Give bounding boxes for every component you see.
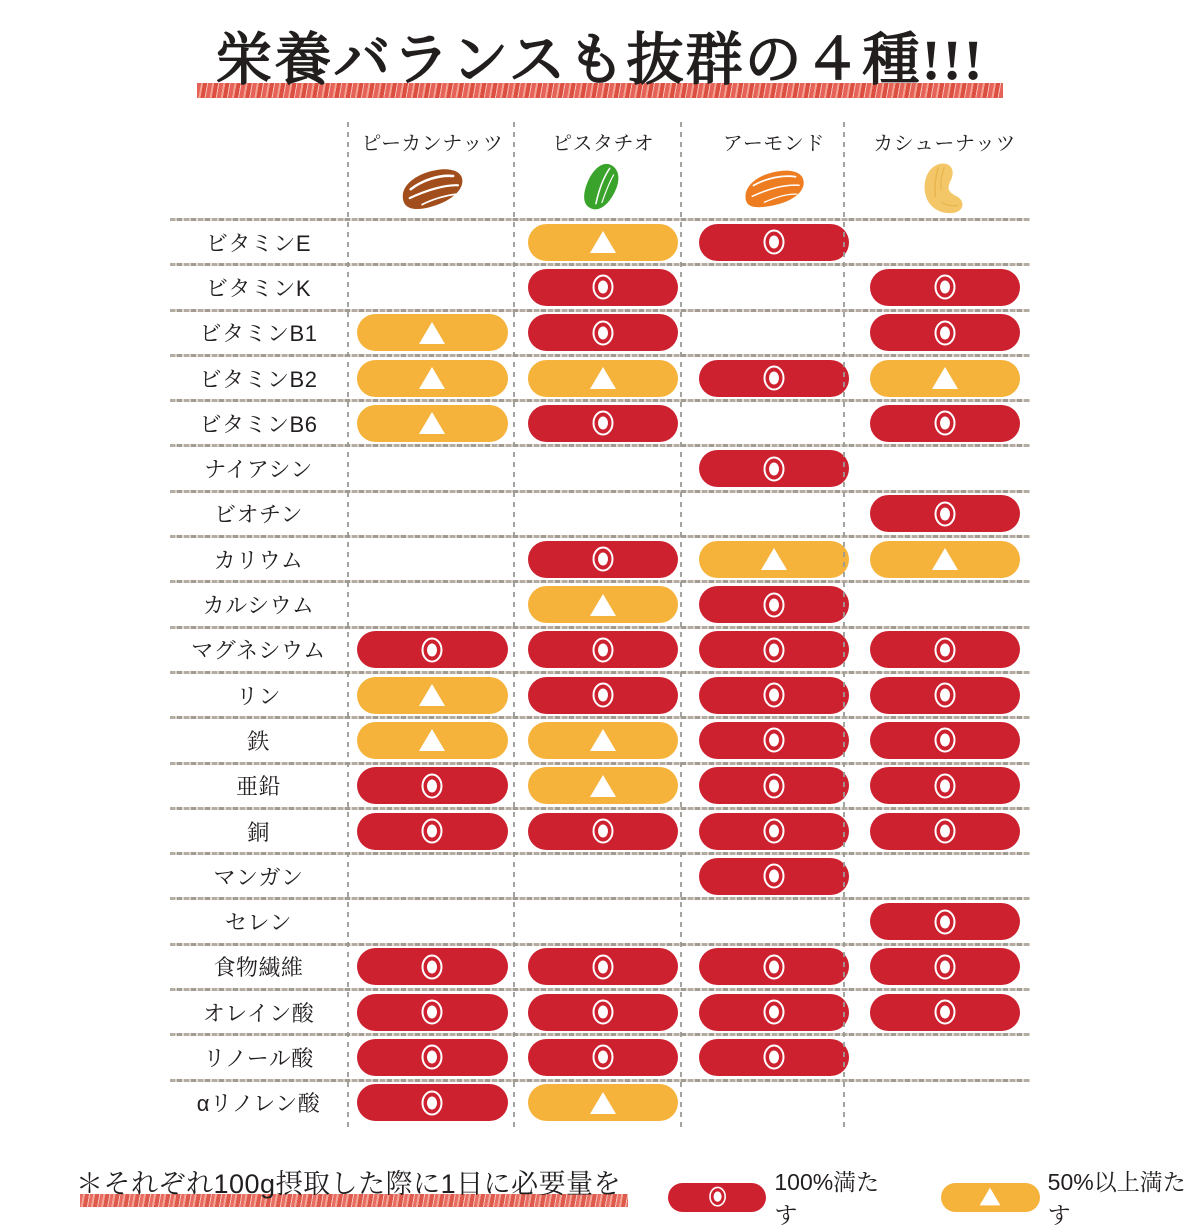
row-separator-line [170,263,1030,266]
table-cell [689,855,860,897]
full-coverage-pill [357,813,507,850]
table-cell [859,447,1030,489]
table-row [170,946,1030,988]
double-circle-icon [415,1086,449,1120]
table-cell [859,312,1030,354]
column-separator-line [347,122,349,1132]
nutrient-label: 銅 [247,819,270,845]
full-coverage-pill [699,450,849,487]
column-header-label: ピスタチオ [552,133,655,155]
nutrient-label: ビタミンE [205,230,312,256]
half-coverage-pill [699,541,849,578]
column-header-label: カシューナッツ [873,133,1016,155]
table-cell [518,266,689,308]
table-cell [518,900,689,942]
table-cell [859,538,1030,580]
half-coverage-pill [357,722,507,759]
table-cell [859,493,1030,535]
column-header-label: ピーカンナッツ [361,133,504,155]
row-separator-line [170,399,1030,402]
table-cell [859,221,1030,263]
half-coverage-pill [870,541,1020,578]
table-cell [689,946,860,988]
double-circle-icon [928,270,962,304]
double-circle-icon [415,769,449,803]
full-coverage-pill [870,722,1020,759]
row-separator-line [170,852,1030,855]
full-coverage-pill [699,858,849,895]
full-coverage-pill [870,767,1020,804]
table-cell [518,312,689,354]
cashew-icon [859,158,1030,224]
table-row [170,583,1030,625]
full-coverage-pill [870,314,1020,351]
row-separator-line [170,218,1030,221]
table-cell [518,357,689,399]
table-cell [859,900,1030,942]
table-cell [859,810,1030,852]
column-separator-line [843,122,845,1132]
triangle-icon [417,366,447,390]
table-cell [347,357,518,399]
triangle-icon [588,774,618,798]
row-separator-line [170,535,1030,538]
table-cell [689,221,860,263]
table-row [170,855,1030,897]
double-circle-icon [415,995,449,1029]
table-cell [347,629,518,671]
table-cell [347,719,518,761]
row-separator-line [170,626,1030,629]
table-cell [859,674,1030,716]
table-cell [347,855,518,897]
full-coverage-pill [870,269,1020,306]
column-separator-line [513,122,515,1132]
table-row [170,447,1030,489]
row-separator-line [170,897,1030,900]
double-circle-icon [928,497,962,531]
double-circle-icon [757,225,791,259]
triangle-icon [588,593,618,617]
full-coverage-pill [699,994,849,1031]
table-cell [347,493,518,535]
row-separator-line [170,943,1030,946]
full-coverage-pill [870,813,1020,850]
table-cell [518,583,689,625]
table-row [170,674,1030,716]
table-cell [347,765,518,807]
table-cell [689,719,860,761]
legend [668,1164,1200,1230]
double-circle-icon [757,769,791,803]
half-coverage-pill [870,360,1020,397]
row-separator-line [170,988,1030,991]
table-cell [689,991,860,1033]
row-separator-line [170,807,1030,810]
nutrient-label: セレン [225,910,292,936]
table-cell [689,583,860,625]
full-coverage-pill [699,360,849,397]
triangle-icon [930,366,960,390]
table-cell [689,447,860,489]
full-coverage-pill [357,1084,507,1121]
row-separator-line [170,1033,1030,1036]
full-coverage-pill [528,541,678,578]
table-cell [347,991,518,1033]
triangle-icon [417,411,447,435]
row-separator-line [170,580,1030,583]
table-cell [859,991,1030,1033]
full-coverage-pill [528,1039,678,1076]
half-coverage-pill [528,1084,678,1121]
triangle-icon [759,547,789,571]
full-coverage-pill [699,224,849,261]
double-circle-icon [415,633,449,667]
header-spacer [170,119,347,224]
column-separator-line [680,122,682,1132]
table-cell [689,266,860,308]
double-circle-icon [586,406,620,440]
nutrient-label: マグネシウム [191,638,326,664]
table-cell [689,900,860,942]
nutrient-label: オレイン酸 [202,1000,315,1026]
table-cell [689,1082,860,1124]
triangle-icon [588,1091,618,1115]
table-row [170,719,1030,761]
double-circle-icon [928,769,962,803]
table-cell [518,765,689,807]
nutrient-label: マンガン [213,864,304,890]
double-circle-icon [757,678,791,712]
double-circle-icon [757,1040,791,1074]
row-separator-line [170,762,1030,765]
table-cell [689,493,860,535]
legend-full-pill [668,1183,766,1212]
table-cell [859,583,1030,625]
half-coverage-pill [528,586,678,623]
table-cell [859,357,1030,399]
nutrient-label: リノール酸 [203,1045,314,1071]
table-cell [347,221,518,263]
half-coverage-pill [357,360,507,397]
nutrient-label: カリウム [213,547,304,573]
legend-half-pill [941,1183,1039,1212]
double-circle-icon [586,633,620,667]
full-coverage-pill [870,677,1020,714]
table-cell [518,855,689,897]
table-row [170,765,1030,807]
table-header-row [170,119,1030,218]
table-row [170,1082,1030,1124]
double-circle-icon [757,950,791,984]
double-circle-icon [928,723,962,757]
table-cell [859,629,1030,671]
nutrient-label: ビタミンK [205,275,312,301]
table-row [170,629,1030,671]
double-circle-icon [586,316,620,350]
table-cell [689,629,860,671]
double-circle-icon [586,1040,620,1074]
pistachio-icon [518,158,689,224]
table-cell [518,1082,689,1124]
double-circle-icon [586,814,620,848]
table-row [170,538,1030,580]
table-cell [347,1082,518,1124]
table-cell [347,266,518,308]
table-row [170,900,1030,942]
nutrient-label: ナイアシン [204,457,313,483]
table-cell [859,402,1030,444]
legend-item-full [668,1164,895,1230]
table-cell [518,719,689,761]
half-coverage-pill [357,405,507,442]
full-coverage-pill [699,767,849,804]
triangle-icon [417,683,447,707]
double-circle-icon [757,588,791,622]
full-coverage-pill [357,948,507,985]
table-cell [518,629,689,671]
nutrient-label: 鉄 [247,728,270,754]
table-cell [689,402,860,444]
table-cell [518,674,689,716]
full-coverage-pill [528,269,678,306]
nutrient-label: ビオチン [214,502,303,528]
half-coverage-pill [528,360,678,397]
legend-label: 50%以上満たす [1047,1169,1186,1228]
table-cell [859,719,1030,761]
full-coverage-pill [357,767,507,804]
column-header-pecan [347,119,518,224]
full-coverage-pill [870,903,1020,940]
table-row [170,402,1030,444]
double-circle-icon [757,633,791,667]
table-cell [689,765,860,807]
half-coverage-pill [528,722,678,759]
table-cell [689,674,860,716]
legend-label: 100%満たす [774,1169,880,1228]
double-circle-icon [757,361,791,395]
triangle-icon [417,728,447,752]
table-cell [347,312,518,354]
table-cell [518,810,689,852]
table-cell [518,1036,689,1078]
full-coverage-pill [528,994,678,1031]
table-cell [518,946,689,988]
double-circle-icon [928,995,962,1029]
table-cell [518,402,689,444]
pecan-icon [347,158,518,224]
nutrient-label: リン [235,683,281,709]
table-cell [347,1036,518,1078]
double-circle-icon [928,406,962,440]
triangle-icon [588,230,618,254]
double-circle-icon [586,270,620,304]
footnote-text: ＊それぞれ100g摂取した際に1日に必要量を [76,1169,622,1199]
table-cell [859,266,1030,308]
table-cell [518,447,689,489]
full-coverage-pill [528,813,678,850]
nutrient-label: ビタミンB6 [199,411,318,437]
almond-icon [689,158,860,224]
nutrient-label: 亜鉛 [235,774,281,800]
nutrient-label: ビタミンB1 [199,321,318,347]
table-row [170,357,1030,399]
table-cell [859,765,1030,807]
legend-item-half [941,1164,1200,1230]
double-circle-icon [928,814,962,848]
full-coverage-pill [699,948,849,985]
nutrient-label: αリノレン酸 [196,1091,321,1117]
double-circle-icon [586,678,620,712]
table-cell [859,1082,1030,1124]
table-cell [518,538,689,580]
table-cell [347,810,518,852]
table-cell [689,312,860,354]
double-circle-icon [928,633,962,667]
nutrient-label: ビタミンB2 [199,366,318,392]
row-separator-line [170,671,1030,674]
table-cell [347,946,518,988]
double-circle-icon [757,723,791,757]
table-cell [689,810,860,852]
full-coverage-pill [870,495,1020,532]
page-title: 栄養バランスも抜群の４種!!! [215,29,985,92]
double-circle-icon [757,995,791,1029]
double-circle-icon [757,859,791,893]
table-cell [518,493,689,535]
column-header-cashew [859,119,1030,224]
double-circle-icon [415,814,449,848]
table-cell [518,221,689,263]
table-cell [347,900,518,942]
triangle-icon [588,366,618,390]
column-header-label: アーモンド [722,133,825,155]
table-row [170,810,1030,852]
double-circle-icon [928,905,962,939]
double-circle-icon [704,1183,731,1210]
table-cell [347,674,518,716]
double-circle-icon [415,1040,449,1074]
table-row [170,991,1030,1033]
full-coverage-pill [699,586,849,623]
row-separator-line [170,309,1030,312]
full-coverage-pill [870,948,1020,985]
double-circle-icon [928,678,962,712]
double-circle-icon [586,950,620,984]
nutrient-label: 食物繊維 [213,955,304,981]
full-coverage-pill [357,1039,507,1076]
full-coverage-pill [870,994,1020,1031]
full-coverage-pill [699,677,849,714]
triangle-icon [417,321,447,345]
double-circle-icon [586,995,620,1029]
table-cell [347,402,518,444]
triangle-icon [978,1187,1002,1206]
table-cell [689,1036,860,1078]
full-coverage-pill [528,631,678,668]
double-circle-icon [586,542,620,576]
full-coverage-pill [699,722,849,759]
full-coverage-pill [528,677,678,714]
row-separator-line [170,716,1030,719]
row-separator-line [170,1079,1030,1082]
double-circle-icon [415,950,449,984]
full-coverage-pill [870,631,1020,668]
double-circle-icon [757,452,791,486]
table-row [170,493,1030,535]
double-circle-icon [928,316,962,350]
table-cell [347,583,518,625]
table-cell [689,538,860,580]
table-cell [518,991,689,1033]
nutrition-table [170,119,1030,1124]
full-coverage-pill [528,314,678,351]
table-cell [689,357,860,399]
table-row [170,312,1030,354]
table-cell [859,946,1030,988]
row-separator-line [170,354,1030,357]
double-circle-icon [928,950,962,984]
half-coverage-pill [357,314,507,351]
half-coverage-pill [528,224,678,261]
half-coverage-pill [528,767,678,804]
table-body [170,218,1030,1124]
table-row [170,1036,1030,1078]
table-cell [859,855,1030,897]
double-circle-icon [757,814,791,848]
column-header-pistachio [518,119,689,224]
full-coverage-pill [528,948,678,985]
full-coverage-pill [699,631,849,668]
row-separator-line [170,444,1030,447]
triangle-icon [588,728,618,752]
table-cell [347,538,518,580]
full-coverage-pill [699,813,849,850]
full-coverage-pill [357,631,507,668]
row-separator-line [170,490,1030,493]
full-coverage-pill [699,1039,849,1076]
table-cell [347,447,518,489]
full-coverage-pill [870,405,1020,442]
table-cell [859,1036,1030,1078]
full-coverage-pill [528,405,678,442]
table-row [170,221,1030,263]
half-coverage-pill [357,677,507,714]
full-coverage-pill [357,994,507,1031]
triangle-icon [930,547,960,571]
nutrient-label: カルシウム [202,593,315,619]
column-header-almond [689,119,860,224]
table-row [170,266,1030,308]
